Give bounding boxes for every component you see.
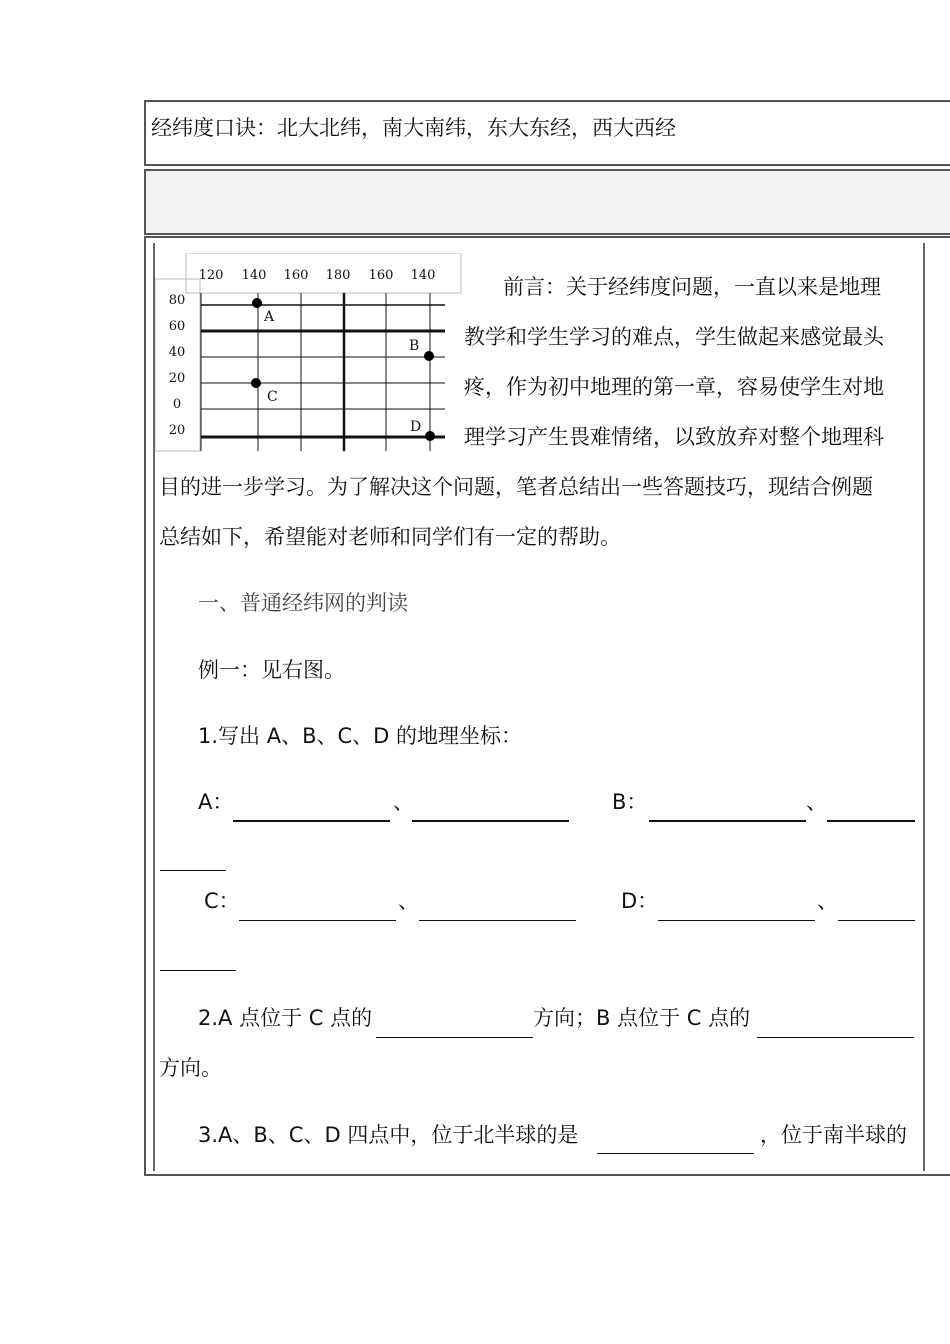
x-tick-label: 140 <box>241 268 267 283</box>
example-1: 例一：见右图。 <box>198 658 345 682</box>
intro-line-3: 疼，作为初中地理的第一章，容易使学生对地 <box>464 375 884 399</box>
blank-c-lon[interactable] <box>419 920 576 921</box>
section-1-title: 一、普通经纬网的判读 <box>198 591 408 615</box>
blank-c-lat[interactable] <box>239 920 396 921</box>
lat-lon-grid-figure <box>155 253 465 453</box>
y-tick-label: 80 <box>168 293 186 308</box>
x-tick-label: 160 <box>368 268 394 283</box>
point-d <box>425 431 435 441</box>
sep-b: 、 <box>806 790 827 814</box>
point-label-a: A <box>264 309 275 325</box>
label-d: D： <box>621 889 659 913</box>
blank-a-lat[interactable] <box>233 820 390 822</box>
y-tick-label: 60 <box>168 319 186 334</box>
blank-d-lon-cont[interactable] <box>160 970 236 971</box>
point-label-c: C <box>267 389 278 405</box>
label-c: C： <box>204 889 240 913</box>
question-1: 1.写出 A、B、C、D 的地理坐标： <box>198 724 522 748</box>
question-3-part2: ，位于南半球的 <box>760 1123 907 1147</box>
question-3-part1: 3.A、B、C、D 四点中，位于北半球的是 <box>198 1123 579 1147</box>
intro-line-4: 理学习产生畏难情绪，以致放弃对整个地理科 <box>464 425 884 449</box>
point-a <box>252 298 262 308</box>
x-tick-label: 160 <box>283 268 309 283</box>
blank-d-lat[interactable] <box>658 920 815 921</box>
intro-line-6: 总结如下，希望能对老师和同学们有一定的帮助。 <box>159 525 621 549</box>
x-tick-label: 140 <box>410 268 436 283</box>
blank-a-lon[interactable] <box>412 820 569 822</box>
y-tick-label: 20 <box>168 371 186 386</box>
intro-line-5: 目的进一步学习。为了解决这个问题，笔者总结出一些答题技巧，现结合例题 <box>159 475 873 499</box>
point-c <box>251 378 261 388</box>
point-label-b: B <box>409 338 420 354</box>
mnemonic-text: 经纬度口诀：北大北纬，南大南纬，东大东经，西大西经 <box>151 116 676 140</box>
empty-header-row <box>144 169 950 235</box>
blank-q3-north[interactable] <box>597 1153 754 1154</box>
sep-a: 、 <box>393 790 414 814</box>
point-b <box>424 351 434 361</box>
intro-line-2: 教学和学生学习的难点，学生做起来感觉最头 <box>464 325 884 349</box>
blank-q2-a[interactable] <box>376 1037 533 1038</box>
x-tick-label: 180 <box>325 268 351 283</box>
label-b: B： <box>612 790 648 814</box>
label-a: A： <box>198 790 234 814</box>
blank-b-lon[interactable] <box>827 820 915 822</box>
blank-d-lon[interactable] <box>838 920 915 921</box>
x-tick-label: 120 <box>198 268 224 283</box>
blank-q2-b[interactable] <box>757 1037 914 1038</box>
sep-c: 、 <box>398 889 419 913</box>
blank-b-lat[interactable] <box>649 820 806 822</box>
y-tick-label: 40 <box>168 345 186 360</box>
y-tick-label: 0 <box>172 397 182 412</box>
y-tick-label: 20 <box>168 423 186 438</box>
sep-d: 、 <box>817 889 838 913</box>
question-2-part3: 方向。 <box>159 1056 222 1080</box>
intro-line-1: 前言：关于经纬度问题，一直以来是地理 <box>503 275 881 299</box>
point-label-d: D <box>410 419 422 435</box>
question-2-part2: 方向；B 点位于 C 点的 <box>533 1006 751 1030</box>
blank-b-lon-cont[interactable] <box>160 870 226 871</box>
question-2-part1: 2.A 点位于 C 点的 <box>198 1006 373 1030</box>
